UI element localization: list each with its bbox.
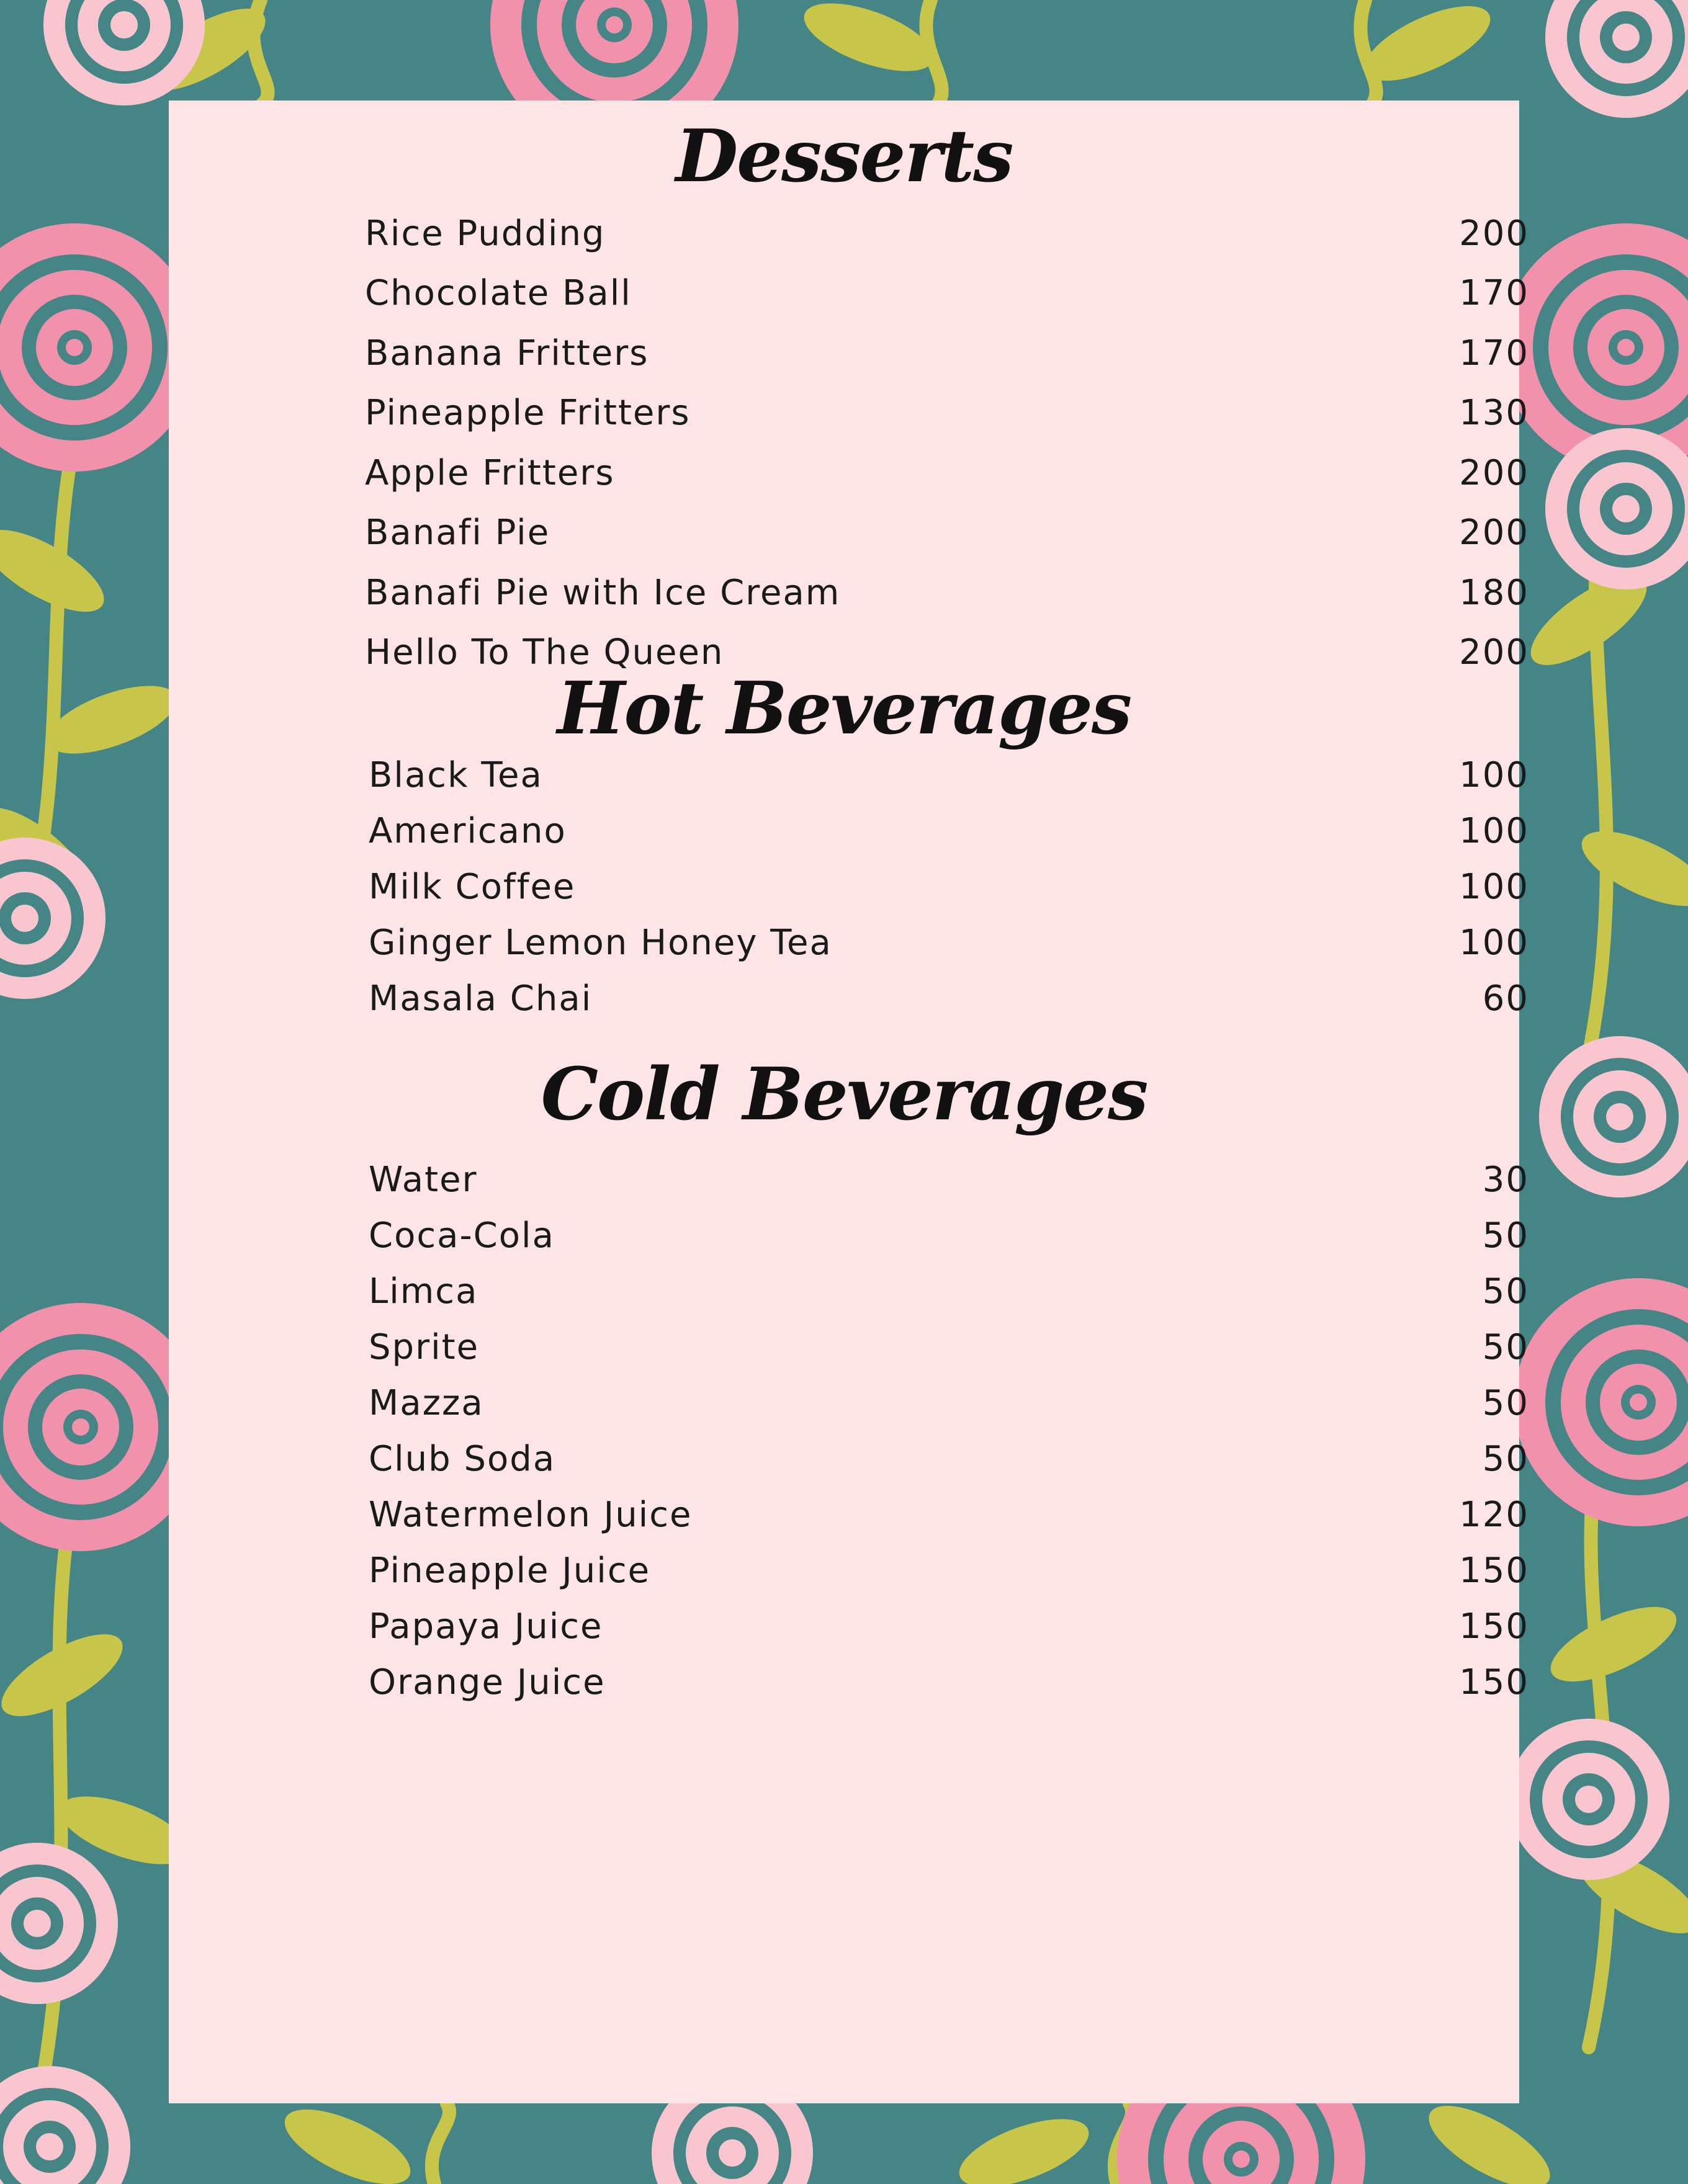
menu-item-americano (369, 803, 1529, 859)
item-name: Apple Fritters (365, 452, 615, 493)
item-name: Banafi Pie (365, 512, 550, 553)
item-price: 30 (1482, 1159, 1529, 1200)
menu-item-pineapple-fritters (365, 383, 1529, 444)
menu-item-banafi-pie (365, 503, 1529, 563)
item-price: 200 (1459, 512, 1529, 553)
menu-item-watermelon-juice (369, 1487, 1529, 1542)
menu-item-chocolate-ball (365, 264, 1529, 324)
item-name: Club Soda (369, 1438, 556, 1479)
item-name: Banana Fritters (365, 333, 649, 374)
item-name: Rice Pudding (365, 213, 606, 254)
item-price: 130 (1459, 393, 1529, 434)
menu-item-sprite (369, 1319, 1529, 1375)
item-price: 200 (1459, 632, 1529, 673)
item-name: Pineapple Juice (369, 1550, 651, 1591)
item-price: 150 (1459, 1550, 1529, 1591)
item-price: 50 (1482, 1327, 1529, 1367)
item-name: Papaya Juice (369, 1606, 603, 1647)
menu-item-masala-chai (369, 970, 1529, 1026)
item-name: Pineapple Fritters (365, 393, 691, 434)
item-name: Coca-Cola (369, 1215, 555, 1256)
desserts-list (365, 204, 1529, 682)
section-title-desserts: Desserts (675, 114, 1013, 199)
item-price: 50 (1482, 1438, 1529, 1479)
item-name: Sprite (369, 1327, 480, 1367)
menu-item-water (369, 1152, 1529, 1207)
item-price: 180 (1459, 572, 1529, 613)
item-price: 150 (1459, 1662, 1529, 1703)
menu-item-coca-cola (369, 1207, 1529, 1263)
menu-item-black-tea (369, 747, 1529, 803)
item-price: 150 (1459, 1606, 1529, 1647)
item-name: Milk Coffee (369, 866, 576, 907)
item-price: 200 (1459, 213, 1529, 254)
item-price: 100 (1459, 810, 1529, 851)
menu-item-apple-fritters (365, 443, 1529, 503)
item-name: Mazza (369, 1382, 484, 1423)
menu-card (169, 101, 1529, 2103)
item-price: 170 (1459, 333, 1529, 374)
item-name: Limca (369, 1271, 478, 1312)
menu-item-club-soda (369, 1431, 1529, 1487)
item-price: 100 (1459, 754, 1529, 795)
item-price: 120 (1459, 1494, 1529, 1535)
item-name: Water (369, 1159, 478, 1200)
hot-beverages-list (369, 747, 1529, 1026)
item-name: Chocolate Ball (365, 273, 632, 314)
item-name: Black Tea (369, 754, 543, 795)
menu-item-orange-juice (369, 1654, 1529, 1710)
item-price: 50 (1482, 1215, 1529, 1256)
menu-item-ginger-lemon-honey-tea (369, 915, 1529, 970)
section-title-cold-beverages: Cold Beverages (541, 1052, 1147, 1137)
item-price: 100 (1459, 922, 1529, 963)
item-price: 60 (1482, 978, 1529, 1019)
item-name: Banafi Pie with Ice Cream (365, 572, 841, 613)
menu-item-banafi-pie-ice-cream (365, 563, 1529, 623)
item-price: 50 (1482, 1382, 1529, 1423)
menu-item-rice-pudding (365, 204, 1529, 264)
item-name: Orange Juice (369, 1662, 606, 1703)
item-price: 100 (1459, 866, 1529, 907)
menu-item-papaya-juice (369, 1598, 1529, 1654)
item-name: Masala Chai (369, 978, 593, 1019)
item-price: 50 (1482, 1271, 1529, 1312)
item-name: Hello To The Queen (365, 632, 724, 673)
item-name: Watermelon Juice (369, 1494, 693, 1535)
item-price: 170 (1459, 273, 1529, 314)
item-name: Ginger Lemon Honey Tea (369, 922, 832, 963)
menu-item-milk-coffee (369, 859, 1529, 915)
cold-beverages-list (369, 1152, 1529, 1710)
item-name: Americano (369, 810, 567, 851)
menu-item-pineapple-juice (369, 1542, 1529, 1598)
section-title-hot-beverages: Hot Beverages (557, 666, 1131, 751)
menu-item-banana-fritters (365, 323, 1529, 383)
menu-item-mazza (369, 1375, 1529, 1431)
item-price: 200 (1459, 452, 1529, 493)
menu-item-limca (369, 1263, 1529, 1319)
